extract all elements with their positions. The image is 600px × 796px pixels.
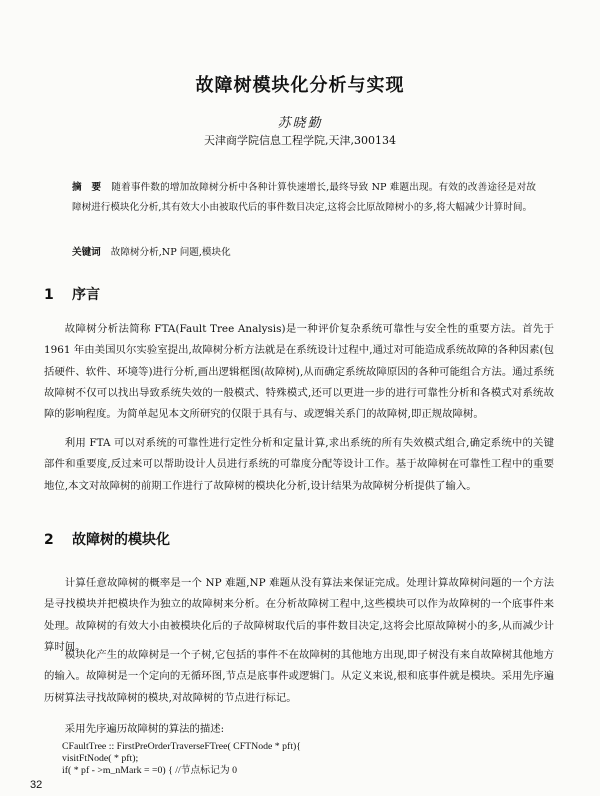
code-line: visitFtNode( * pft); [62,753,139,764]
keywords-label: 关键词 [72,247,101,258]
keywords-text: 故障树分析,NP 问题,模块化 [110,247,231,258]
section-heading-1 [44,284,100,304]
paper-title: 故障树模块化分析与实现 [195,75,405,96]
section-title: 故障树的模块化 [72,532,170,548]
body-paragraph: 采用先序遍历故障树的算法的描述: [64,723,225,735]
abstract-text: 随着事件数的增加故障树分析中各种计算快速增长,最终导致 NP 难题出现。有效的改善途径是对故障树进行模块化分析,其有效大小由被取代后的事件数目决定,这将会比原故障树小的多,将大幅减少计算时间。 [72,182,536,213]
code-listing [62,741,542,777]
abstract-label: 摘 要 [72,182,102,193]
author-name: 苏晓勤 [277,116,323,131]
code-line: if( * pf - >m_nMark = =0) { //节点标记为 0 [62,765,238,776]
body-paragraph: 模块化产生的故障树是一个子树,它包括的事件不在故障树的其他地方出现,即子树没有来自故障树其他地方的输入。故障树是一个定向的无循环图,节点是底事件或逻辑门。从定义来说,根和底事件就是模块。采用先序遍历树算法寻找故障树的模块,对故障树的节点进行标记。 [44,649,554,704]
section-number: 2 [44,532,54,548]
author-affiliation: 天津商学院信息工程学院,天津,300134 [204,134,396,147]
keywords [72,245,536,261]
abstract [72,178,536,218]
code-line: CFaultTree :: FirstPreOrderTraverseFTree( CFTNode * pft){ [62,741,301,752]
body-paragraph: 故障树分析法简称 FTA(Fault Tree Analysis)是一种评价复杂系统可靠性与安全性的重要方法。首先于 1961 年由美国贝尔实验室提出,故障树分析方法就是在系统设计过程中,通过对可能造成系统故障的各种因素(包括硬件、软件、环境等)进行分析,画出逻辑框图(故障树),从而确定系统故障原因的各种可能组合方法。通过系统故障树不仅可以找出导致系统失效的一般模式、特殊模式,还可以更进一步的进行可靠性分析和各模式对系统故障的影响程度。为简单起见本文所研究的仅限于具有与、或逻辑关系门的故障树,即正规故障树。 [44,323,554,421]
section-heading-2 [44,529,170,549]
section-number: 1 [44,287,54,303]
body-paragraph: 计算任意故障树的概率是一个 NP 难题,NP 难题从没有算法来保证完成。处理计算故障树问题的一个方法是寻找模块并把模块作为独立的故障树来分析。在分析故障树工程中,这些模块可以作为故障树的一个底事件来处理。故障树的有效大小由被模块化后的子故障树取代后的事件数目决定,这将会比原故障树小的多,从而减少计算时间。 [44,577,554,653]
body-paragraph: 利用 FTA 可以对系统的可靠性进行定性分析和定量计算,求出系统的所有失效模式组合,确定系统中的关键部件和重要度,反过来可以帮助设计人员进行系统的可靠度分配等设计工作。基于故障树在可靠性工程中的重要地位,本文对故障树的前期工作进行了故障树的模块化分析,设计结果为故障树分析提供了输入。 [44,437,554,492]
section-title: 序言 [72,287,100,303]
page-number: 32 [30,779,43,791]
